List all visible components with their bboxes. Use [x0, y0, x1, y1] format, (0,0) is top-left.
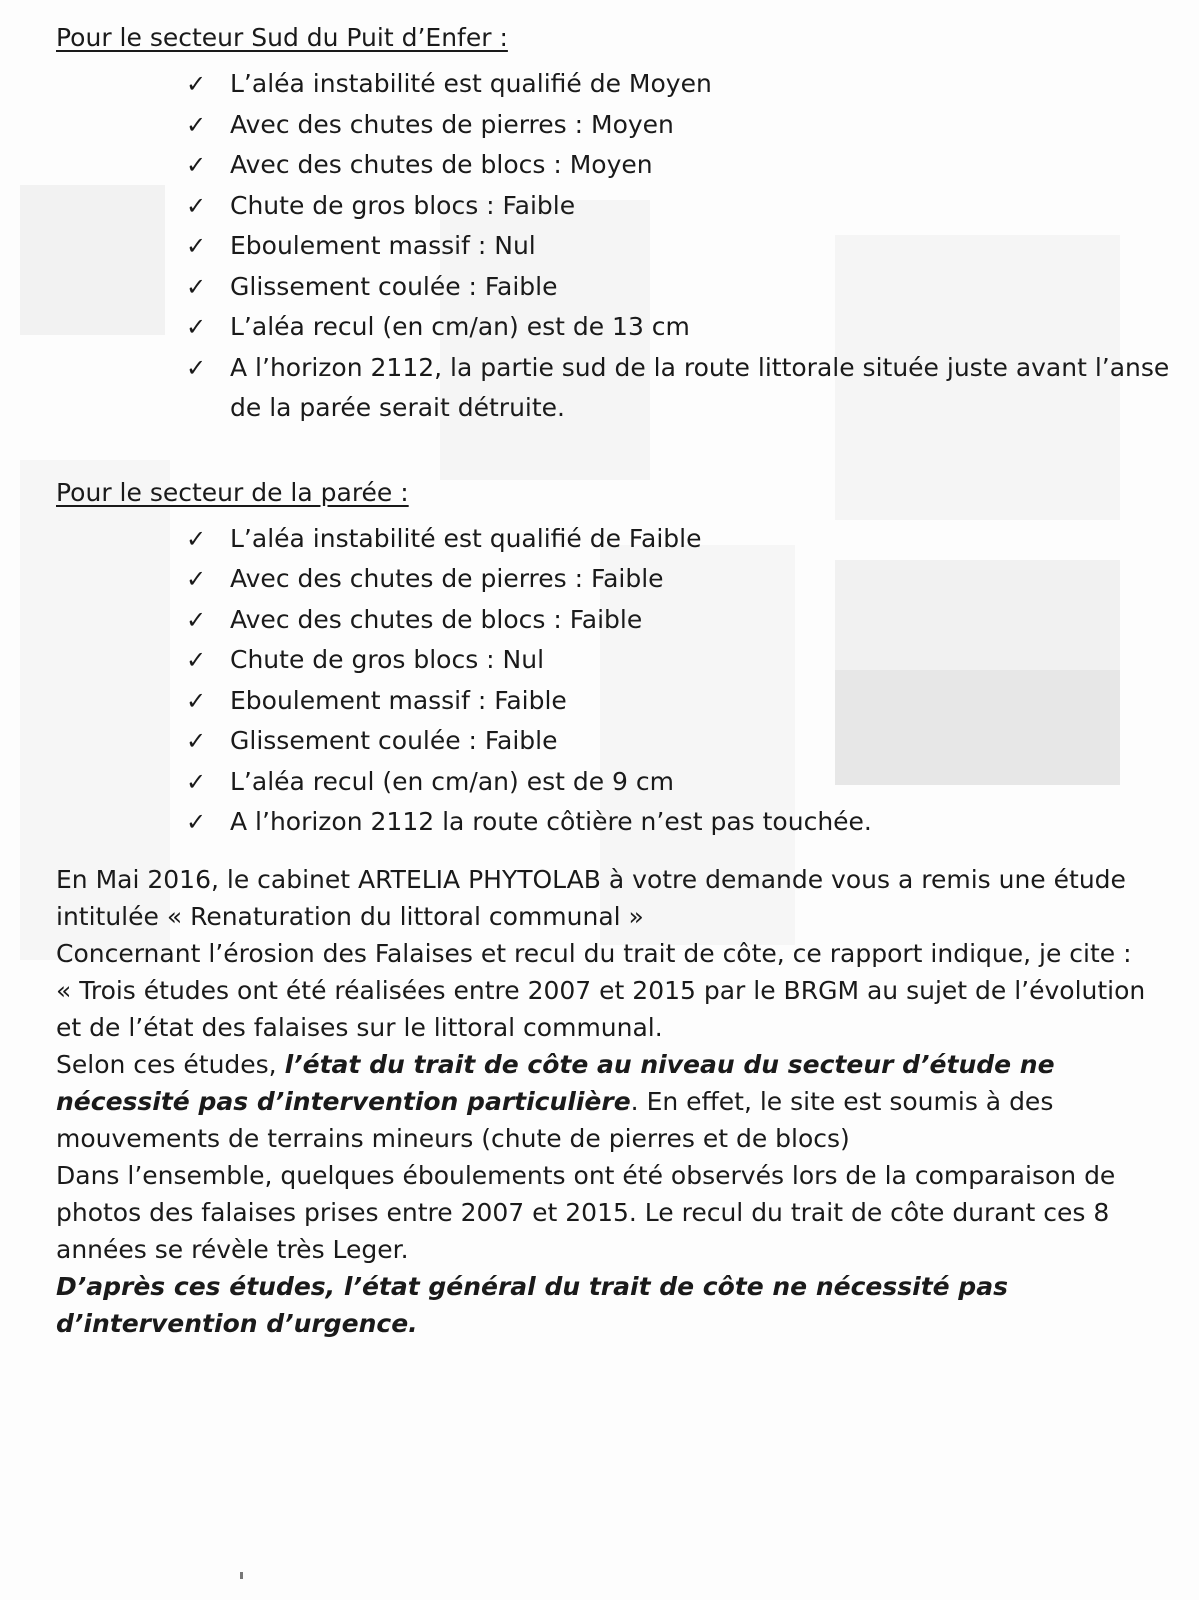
checkmark-icon: ✓	[186, 151, 207, 179]
section-title-paree: Pour le secteur de la parée :	[56, 477, 409, 507]
list-item: ✓ L’aléa instabilité est qualifié de Moyen	[186, 64, 1176, 105]
paragraph-conclusion: D’après ces études, l’état général du trait de côte ne nécessité pas d’intervention d’urgence.	[56, 1271, 1008, 1338]
scan-speck	[240, 1572, 243, 1579]
list-item: ✓ Glissement coulée : Faible	[186, 721, 1176, 762]
emphasis-text: l’état du trait de côte au niveau du secteur d’étude ne nécessité pas d’intervention particulière	[56, 1049, 1055, 1116]
list-item: ✓ A l’horizon 2112, la partie sud de la route littorale située juste avant l’anse de la parée serait détruite.	[186, 348, 1176, 429]
checkmark-icon: ✓	[186, 686, 207, 715]
checkmark-icon: ✓	[186, 808, 207, 836]
checkmark-icon: ✓	[186, 70, 207, 98]
list-item: ✓ A l’horizon 2112 la route côtière n’est pas touchée.	[186, 802, 1176, 843]
list-item: ✓ L’aléa instabilité est qualifié de Faible	[186, 519, 1176, 560]
list-item: ✓ Eboulement massif : Faible	[186, 681, 1176, 722]
checkmark-icon: ✓	[186, 313, 207, 341]
checkmark-icon: ✓	[186, 767, 207, 796]
checkmark-icon: ✓	[186, 646, 207, 674]
list-item: ✓ Eboulement massif : Nul	[186, 226, 1176, 267]
paragraph-ensemble: Dans l’ensemble, quelques éboulements ont été observés lors de la comparaison de photos des falaises prises entre 2007 et 2015. Le recul du trait de côte durant ces 8 années se révèle très Leger.	[56, 1160, 1116, 1264]
list-item: ✓ Avec des chutes de blocs : Faible	[186, 600, 1176, 641]
checkmark-icon: ✓	[186, 565, 207, 593]
paragraph-artelia-study: En Mai 2016, le cabinet ARTELIA PHYTOLAB à votre demande vous a remis une étude intitulée « Renaturation du littoral communal »	[56, 864, 1126, 931]
list-item: ✓ Glissement coulée : Faible	[186, 267, 1176, 308]
checklist-sud-puit-enfer	[56, 64, 1176, 429]
paragraph-selon-etudes: Selon ces études, l’état du trait de côte au niveau du secteur d’étude ne nécessité pas d’intervention particulière. En effet, le site est soumis à des mouvements de terrains mineurs (chute de pierres et de blocs)	[56, 1049, 1055, 1153]
document-body	[56, 18, 1176, 1342]
paragraph-report-intro: Concernant l’érosion des Falaises et recul du trait de côte, ce rapport indique, je cite :	[56, 938, 1132, 968]
checkmark-icon: ✓	[186, 727, 207, 755]
checkmark-icon: ✓	[186, 232, 207, 260]
list-item: ✓ Avec des chutes de pierres : Faible	[186, 559, 1176, 600]
section-title-sud-puit-enfer: Pour le secteur Sud du Puit d’Enfer :	[56, 23, 508, 52]
list-item: ✓ L’aléa recul (en cm/an) est de 9 cm	[186, 762, 1176, 803]
list-item: ✓ Chute de gros blocs : Faible	[186, 186, 1176, 227]
checkmark-icon: ✓	[186, 110, 207, 139]
list-item: ✓ L’aléa recul (en cm/an) est de 13 cm	[186, 307, 1176, 348]
checklist-paree	[56, 519, 1176, 843]
checkmark-icon: ✓	[186, 353, 207, 382]
list-item: ✓ Avec des chutes de blocs : Moyen	[186, 145, 1176, 186]
checkmark-icon: ✓	[186, 605, 207, 634]
checkmark-icon: ✓	[186, 272, 207, 301]
list-item: ✓ Avec des chutes de pierres : Moyen	[186, 105, 1176, 146]
checkmark-icon: ✓	[186, 191, 207, 220]
paragraph-quote-brgm: « Trois études ont été réalisées entre 2007 et 2015 par le BRGM au sujet de l’évolution et de l’état des falaises sur le littoral communal.	[56, 975, 1146, 1042]
list-item: ✓ Chute de gros blocs : Nul	[186, 640, 1176, 681]
checkmark-icon: ✓	[186, 524, 207, 553]
